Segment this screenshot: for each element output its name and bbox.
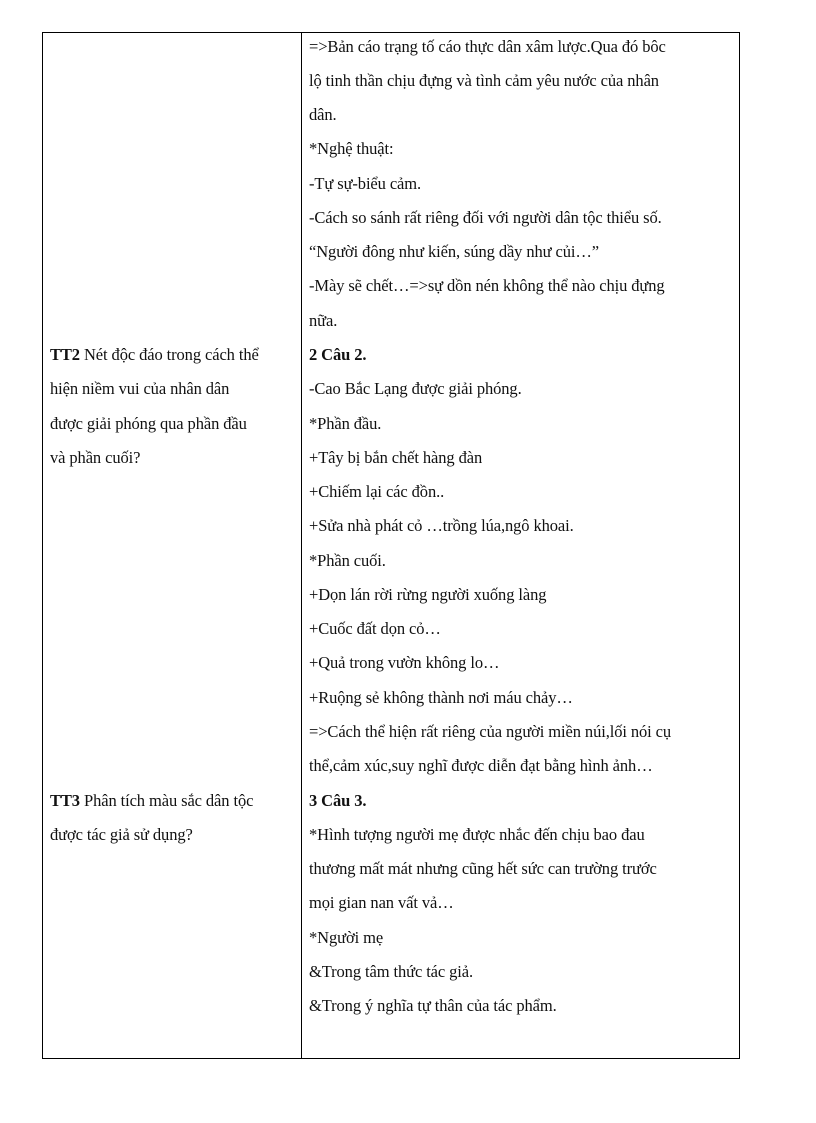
answer-line: +Cuốc đất dọn cỏ… [309, 619, 441, 638]
answer-line: =>Cách thể hiện rất riêng của người miền núi,lối nói cụ [309, 722, 672, 741]
answer-line: &Trong ý nghĩa tự thân của tác phẩm. [309, 996, 557, 1015]
question-line [50, 448, 140, 468]
answer-line: nữa. [309, 311, 338, 330]
question-line [50, 791, 253, 811]
answer-line: thương mất mát nhưng cũng hết sức can trường trước [309, 859, 657, 878]
answer-line: -Mày sẽ chết…=>sự dồn nén không thể nào chịu đựng [309, 276, 665, 295]
answer-line: thể,cảm xúc,suy nghĩ được diễn đạt bằng hình ảnh… [309, 756, 653, 775]
question-text: Nét độc đáo trong cách thể [79, 345, 259, 364]
section-heading: 3 Câu 3. [309, 791, 367, 810]
section-heading: 2 Câu 2. [309, 345, 367, 364]
answer-line: dân. [309, 105, 337, 124]
question-number: TT2 [50, 345, 80, 364]
answer-line: +Dọn lán rời rừng người xuống làng [309, 585, 547, 604]
question-line [50, 414, 247, 434]
answer-line: -Cách so sánh rất riêng đối với người dân tộc thiểu số. [309, 208, 662, 227]
question-text: hiện niềm vui của nhân dân [50, 379, 230, 398]
answer-line: *Phần cuối. [309, 551, 386, 570]
question-text: Phân tích màu sắc dân tộc [79, 791, 254, 810]
answer-line: *Hình tượng người mẹ được nhắc đến chịu bao đau [309, 825, 645, 844]
answer-line: *Người mẹ [309, 928, 384, 947]
answer-line: +Sửa nhà phát cỏ …trồng lúa,ngô khoai. [309, 516, 574, 535]
answer-line: -Cao Bắc Lạng được giải phóng. [309, 379, 522, 398]
content-table [42, 32, 740, 1059]
question-text: được giải phóng qua phần đầu [50, 414, 247, 433]
column-divider [301, 33, 302, 1058]
answer-line: +Chiếm lại các đồn.. [309, 482, 445, 501]
answer-line: +Quả trong vườn không lo… [309, 653, 500, 672]
answer-line: “Người đông như kiến, súng dầy như củi…” [309, 242, 600, 261]
question-line [50, 345, 259, 365]
answer-line: mọi gian nan vất vả… [309, 893, 454, 912]
answer-line: *Phần đầu. [309, 414, 382, 433]
answer-line: +Tây bị bắn chết hàng đàn [309, 448, 483, 467]
question-text: và phần cuối? [50, 448, 141, 467]
answer-line: &Trong tâm thức tác giả. [309, 962, 474, 981]
question-line [50, 379, 229, 399]
answer-line: =>Bản cáo trạng tố cáo thực dân xâm lược.Qua đó bôc [309, 37, 666, 56]
answer-line: lộ tinh thần chịu đựng và tình cảm yêu nước của nhân [309, 71, 659, 90]
question-text: được tác giả sử dụng? [50, 825, 193, 844]
answer-line: +Ruộng sẻ không thành nơi máu chảy… [309, 688, 573, 707]
question-number: TT3 [50, 791, 80, 810]
answer-line: -Tự sự-biểu cảm. [309, 174, 422, 193]
answer-line: *Nghệ thuật: [309, 139, 394, 158]
question-line [50, 825, 193, 845]
